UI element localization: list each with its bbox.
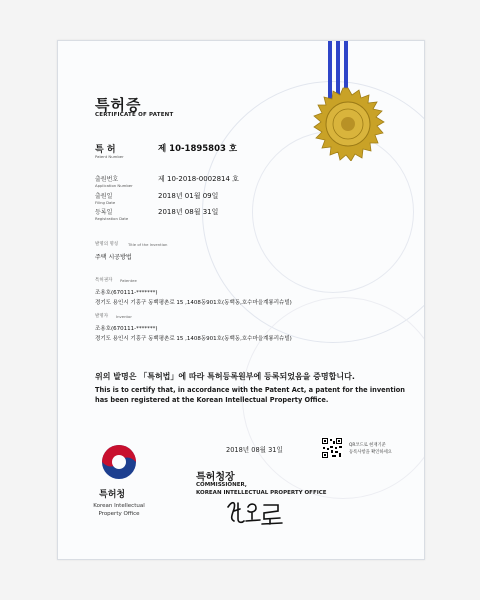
patentee-name: 조용호(670111-*******)	[95, 290, 158, 296]
patent-certificate	[57, 40, 425, 560]
application-label-en: Application Number	[95, 183, 133, 188]
patentee-address: 경기도 용인시 기흥구 동백평촌로 15 ,1408동901호(동백동,호수마을계룡리슈빌)	[95, 300, 292, 306]
filing-label: 출원일	[95, 193, 113, 200]
certification-text-en: This is to certify that, in accordance with the Patent Act, a patent for the invention	[95, 386, 405, 394]
filing-label-en: Filing Date	[95, 200, 116, 205]
patent-label: 특 허	[95, 145, 116, 155]
commissioner-title: 특허청장	[196, 472, 235, 483]
commissioner-title-en: KOREAN INTELLECTUAL PROPERTY OFFICE	[196, 490, 327, 496]
issue-date: 2018년 08월 31일	[226, 446, 283, 454]
application-label: 출원번호	[95, 176, 119, 183]
registration-label-en: Registration Date	[95, 216, 129, 221]
office-name-en: Property Office	[98, 511, 140, 517]
registration-label: 등록일	[95, 209, 113, 216]
certificate-subtitle: CERTIFICATE OF PATENT	[95, 112, 174, 118]
inventor-name: 조용호(670111-*******)	[95, 326, 158, 332]
inventor-label: 발명자	[95, 314, 109, 319]
registration-date: 2018년 08월 31일	[158, 208, 219, 216]
inventor-label-en: Inventor	[116, 313, 132, 319]
gold-seal	[311, 87, 385, 161]
certification-text-ko: 위의 발명은 「특허법」에 따라 특허등록원부에 등록되었음을 증명합니다.	[95, 372, 355, 381]
invention-label: 발명의 명칭	[95, 242, 119, 247]
qr-note: QR코드로 현재기준	[349, 443, 386, 448]
patent-label-en: Patent Number	[95, 154, 124, 159]
qr-note: 등록사항을 확인하세요	[349, 450, 392, 455]
certification-text-en: has been registered at the Korean Intellectual Property Office.	[95, 396, 329, 404]
application-number: 제 10-2018-0002814 호	[158, 175, 239, 183]
invention-label-en: Title of the Invention	[128, 241, 168, 247]
patent-number: 제 10-1895803 호	[158, 144, 238, 154]
commissioner-title-en: COMMISSIONER,	[196, 482, 247, 488]
invention-title: 주택 시공방법	[95, 254, 132, 261]
inventor-address: 경기도 용인시 기흥구 동백평촌로 15 ,1408동901호(동백동,호수마을계룡리슈빌)	[95, 336, 292, 342]
filing-date: 2018년 01월 09일	[158, 192, 219, 200]
patentee-label: 특허권자	[95, 278, 113, 283]
certificate-title: 특허증	[95, 96, 142, 114]
commissioner-signature	[224, 497, 286, 527]
office-name-en: Korean Intellectual	[93, 503, 145, 509]
qr-code[interactable]	[321, 437, 343, 459]
office-name: 특허청	[99, 490, 126, 500]
kipo-emblem-icon	[100, 443, 138, 481]
patentee-label-en: Patentee	[120, 277, 137, 283]
